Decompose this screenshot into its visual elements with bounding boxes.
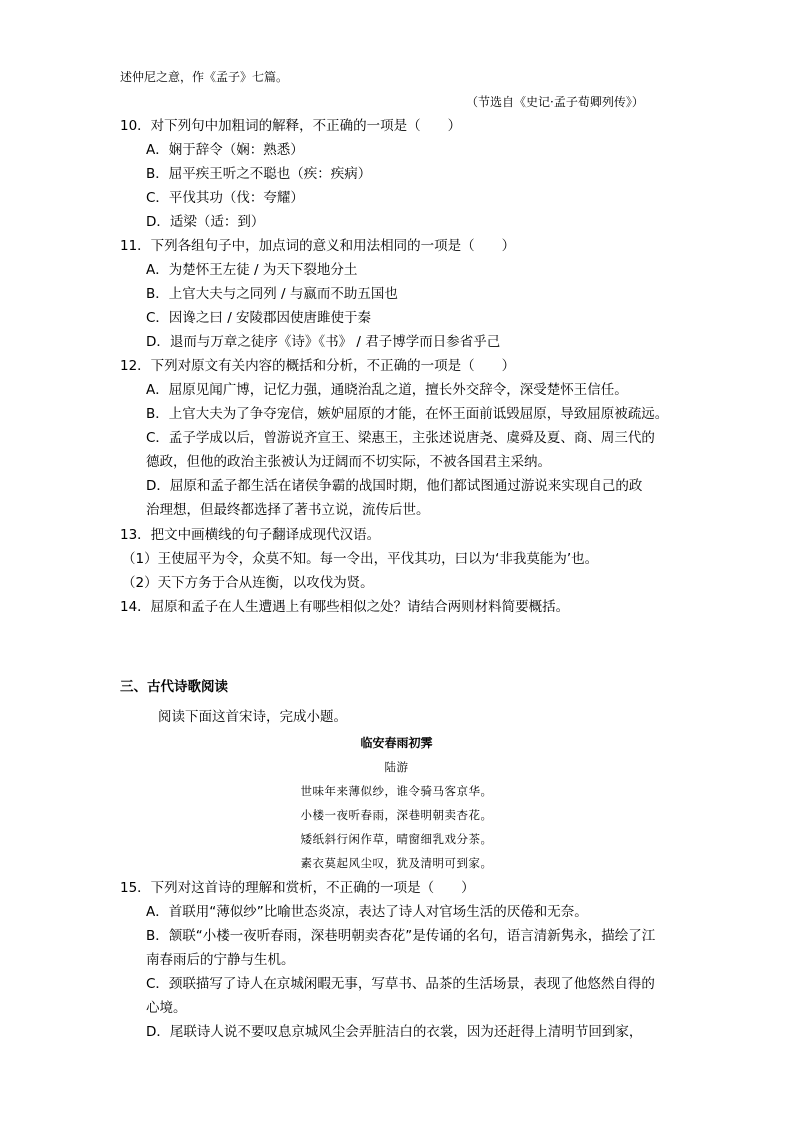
option-continued: 心境。 xyxy=(146,1000,187,1016)
source-citation: （节选自《史记·孟子荀卿列传》） xyxy=(466,95,644,109)
option-continued: 南春雨后的宁静与生机。 xyxy=(146,952,295,968)
sub-question: （2）天下方务于合从连衡，以攻伐为贤。 xyxy=(122,575,374,591)
poem-line: 小楼一夜听春雨，深巷明朝卖杏花。 xyxy=(300,808,493,822)
option: B．屈平疾王听之不聪也（疾：疾病） xyxy=(146,166,372,182)
option: A．为楚怀王左徒 / 为天下裂地分土 xyxy=(146,262,358,278)
option-continued: 治理想，但最终都选择了著书立说，流传后世。 xyxy=(146,502,430,518)
question-stem: 13．把文中画横线的句子翻译成现代汉语。 xyxy=(120,527,381,543)
option: B．上官大夫为了争夺宠信，嫉妒屈原的才能，在怀王面前诋毁屈原，导致屈原被疏远。 xyxy=(146,406,669,422)
option: C．孟子学成以后，曾游说齐宣王、梁惠王，主张述说唐尧、虞舜及夏、商、周三代的 xyxy=(146,430,655,446)
intro-line: 述仲尼之意，作《孟子》七篇。 xyxy=(120,70,289,84)
option: D．尾联诗人说不要叹息京城风尘会弄脏洁白的衣裳，因为还赶得上清明节回到家， xyxy=(146,1024,643,1040)
sub-question: （1）王使屈平为令，众莫不知。每一令出，平伐其功，曰以为‘非我莫能为’也。 xyxy=(122,551,599,567)
option: C．平伐其功（伐：夸耀） xyxy=(146,190,304,206)
option: A．屈原见闻广博，记忆力强，通晓治乱之道，擅长外交辞令，深受楚怀王信任。 xyxy=(146,382,628,398)
poem-line: 素衣莫起风尘叹，犹及清明可到家。 xyxy=(300,856,493,870)
option: C．因谗之曰 / 安陵郡因使唐雎使于秦 xyxy=(146,310,372,326)
option: A．娴于辞令（娴：熟悉） xyxy=(146,142,304,158)
question-stem: 11．下列各组句子中，加点词的意义和用法相同的一项是（ ） xyxy=(120,238,516,254)
option: C．颈联描写了诗人在京城闲暇无事，写草书、品茶的生活场景，表现了他悠然自得的 xyxy=(146,976,655,992)
option: B．颔联“小楼一夜听春雨，深巷明朝卖杏花”是传诵的名句，语言清新隽永，描绘了江 xyxy=(146,928,656,944)
poem-title: 临安春雨初霁 xyxy=(360,736,433,750)
option: A．首联用“薄似纱”比喻世态炎凉，表达了诗人对官场生活的厌倦和无奈。 xyxy=(146,904,588,920)
option: D．屈原和孟子都生活在诸侯争霸的战国时期，他们都试图通过游说来实现自己的政 xyxy=(146,478,643,494)
option: D．退而与万章之徒序《诗》《书》 / 君子博学而日参省乎己 xyxy=(146,334,501,350)
question-stem: 12．下列对原文有关内容的概括和分析，不正确的一项是（ ） xyxy=(120,358,516,374)
section-heading: 三、古代诗歌阅读 xyxy=(120,679,228,695)
poem-line: 矮纸斜行闲作草，晴窗细乳戏分茶。 xyxy=(300,832,493,846)
option: B．上官大夫与之同列 / 与嬴而不助五国也 xyxy=(146,286,398,302)
option-continued: 德政，但他的政治主张被认为迂阔而不切实际，不被各国君主采纳。 xyxy=(146,454,551,470)
question-stem: 14．屈原和孟子在人生遭遇上有哪些相似之处？请结合两则材料简要概括。 xyxy=(120,599,570,615)
question-stem: 10．对下列句中加粗词的解释，不正确的一项是（ ） xyxy=(120,118,462,134)
poem-line: 世味年来薄似纱，谁令骑马客京华。 xyxy=(300,784,493,798)
poem-author: 陆游 xyxy=(384,760,409,774)
question-stem: 15．下列对这首诗的理解和赏析，不正确的一项是（ ） xyxy=(120,880,475,896)
option: D．适梁（适：到） xyxy=(146,214,265,230)
instruction: 阅读下面这首宋诗，完成小题。 xyxy=(158,709,347,725)
